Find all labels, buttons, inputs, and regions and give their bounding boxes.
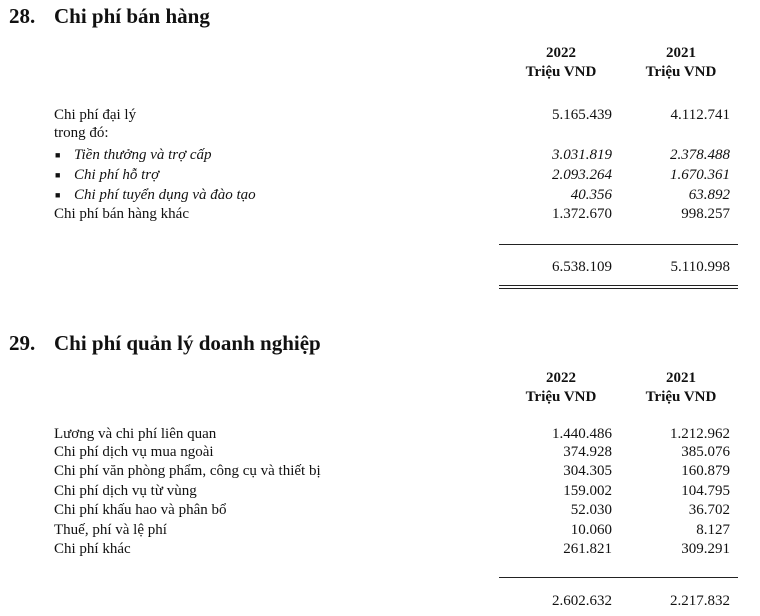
total-value-2021: 2.217.832 — [670, 593, 730, 609]
section-title-29: Chi phí quản lý doanh nghiệp — [54, 331, 321, 355]
total-value-2022: 6.538.109 — [552, 259, 612, 275]
section-number-29: 29. — [9, 331, 36, 355]
col-2021-year: 2021 — [666, 370, 696, 386]
row-value-2022: 1.440.486 — [552, 426, 612, 442]
row-label: Lương và chi phí liên quan — [54, 426, 217, 442]
section-number-28: 28. — [9, 4, 36, 28]
bullet-icon: ■ — [55, 190, 61, 200]
total-value-2021: 5.110.998 — [670, 259, 730, 275]
row-value-2022: 52.030 — [570, 502, 612, 518]
row-value-2021: 2.378.488 — [670, 147, 730, 163]
row-label: Chi phí dịch vụ mua ngoài — [54, 444, 214, 460]
row-label: Chi phí tuyển dụng và đào tạo — [74, 187, 256, 203]
row-value-2022: 159.002 — [563, 483, 612, 499]
row-label: Chi phí hỗ trợ — [74, 167, 160, 183]
row-value-2022: 304.305 — [563, 463, 612, 479]
row-value-2022: 374.928 — [563, 444, 612, 460]
col-2021-year: 2021 — [666, 45, 696, 61]
row-value-2021: 36.702 — [688, 502, 730, 518]
section-title-28: Chi phí bán hàng — [54, 4, 210, 28]
col-2022-unit: Triệu VND — [525, 389, 597, 405]
total-double-rule — [499, 285, 738, 289]
row-value-2021: 63.892 — [688, 187, 730, 203]
row-value-2022: 261.821 — [563, 541, 612, 557]
col-2021-unit: Triệu VND — [645, 64, 717, 80]
col-2022-unit: Triệu VND — [525, 64, 597, 80]
row-value-2021: 4.112.741 — [670, 107, 730, 123]
bullet-icon: ■ — [55, 150, 61, 160]
row-value-2022: 10.060 — [570, 522, 612, 538]
row-value-2021: 1.212.962 — [670, 426, 730, 442]
row-value-2022: 40.356 — [570, 187, 612, 203]
row-label: Chi phí khấu hao và phân bổ — [54, 502, 227, 518]
row-value-2021: 385.076 — [681, 444, 730, 460]
subtotal-rule — [499, 577, 738, 578]
col-2022-year: 2022 — [546, 45, 576, 61]
row-value-2021: 8.127 — [696, 522, 730, 538]
row-value-2022: 3.031.819 — [552, 147, 612, 163]
row-label: Chi phí bán hàng khác — [54, 206, 189, 222]
total-value-2022: 2.602.632 — [552, 593, 612, 609]
row-value-2021: 104.795 — [681, 483, 730, 499]
row-value-2021: 1.670.361 — [670, 167, 730, 183]
row-value-2022: 5.165.439 — [552, 107, 612, 123]
row-value-2021: 309.291 — [681, 541, 730, 557]
row-label: Chi phí văn phòng phẩm, công cụ và thiết bị — [54, 463, 321, 479]
subtotal-rule — [499, 244, 738, 245]
row-value-2021: 998.257 — [681, 206, 730, 222]
row-label: trong đó: — [54, 125, 109, 141]
col-2021-unit: Triệu VND — [645, 389, 717, 405]
row-value-2022: 2.093.264 — [552, 167, 612, 183]
row-label: Tiền thưởng và trợ cấp — [74, 147, 212, 163]
row-value-2022: 1.372.670 — [552, 206, 612, 222]
bullet-icon: ■ — [55, 170, 61, 180]
row-label: Chi phí đại lý — [54, 107, 137, 123]
row-label: Thuế, phí và lệ phí — [54, 522, 167, 538]
row-label: Chi phí khác — [54, 541, 131, 557]
row-label: Chi phí dịch vụ từ vùng — [54, 483, 197, 499]
col-2022-year: 2022 — [546, 370, 576, 386]
row-value-2021: 160.879 — [681, 463, 730, 479]
